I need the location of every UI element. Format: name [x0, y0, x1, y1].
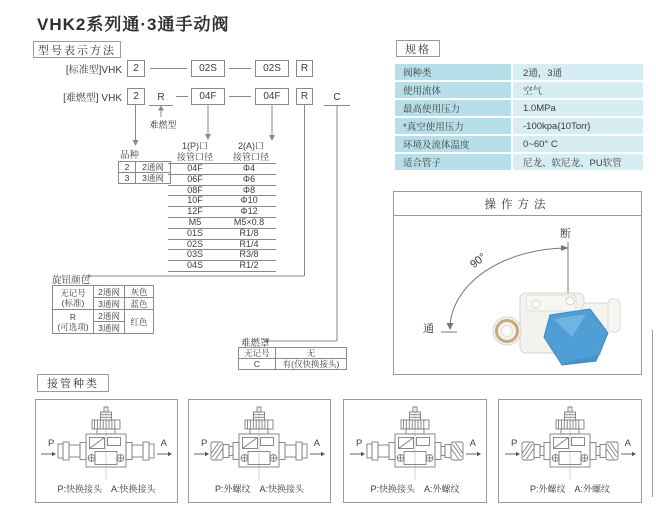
- valve-drawing: [345, 406, 486, 482]
- operation-section: [393, 191, 642, 375]
- model-box-std-3: 02S: [255, 60, 289, 77]
- model-box-fr-1: 2: [127, 88, 145, 105]
- model-box-std-4: R: [296, 60, 313, 77]
- spec-row: [395, 154, 643, 170]
- spec-row: [395, 136, 643, 152]
- port2-header: [224, 141, 278, 162]
- spec-key: 最高使用压力: [395, 100, 511, 116]
- cover-code: C: [239, 359, 276, 370]
- knob-valve-type: 2通阀: [94, 310, 125, 322]
- kind-code: 2: [119, 162, 136, 173]
- spec-value: 空气: [513, 82, 643, 98]
- knob-group1: 无记号: [60, 287, 86, 298]
- pipe-type-caption: P:快换接头 A:外螺纹: [370, 484, 460, 494]
- port1-header: [168, 141, 222, 162]
- model-box-std-1: 2: [127, 60, 145, 77]
- flame-type-label: [难燃型] VHK: [63, 93, 122, 104]
- port-size-table: 04F Φ4 06F Φ6 08F Φ8 10F Φ10 12F Φ12 M5 M5×0.8 01S R1/8 02S R1/4 03S R3/8 04S R1/2: [168, 163, 276, 272]
- spec-value: 尼龙、软尼龙、PU软管: [513, 154, 643, 170]
- operation-diagram: [394, 215, 641, 374]
- knob-valve-type: 3通阀: [94, 322, 125, 334]
- model-code-fr-r: R: [157, 92, 165, 103]
- spec-row: [395, 64, 643, 80]
- pipe-section-header: 接管种类: [37, 374, 109, 392]
- knob-group2-sub: (可选项): [57, 321, 89, 332]
- port-a-label: A: [313, 438, 320, 449]
- port-a-label: A: [624, 438, 631, 449]
- kind-title: 品种: [120, 150, 140, 161]
- standard-type-label: [标准型]VHK: [65, 65, 122, 76]
- cover-value: 无: [276, 348, 347, 359]
- pipe-type-box-1: [35, 399, 178, 503]
- model-section-header: 型号表示方法: [33, 41, 121, 58]
- knob-color-gray: 灰色: [125, 286, 154, 298]
- valve-drawing: [36, 406, 177, 482]
- spec-value: -100kpa{10Torr}: [513, 118, 643, 134]
- model-box-std-2: 02S: [191, 60, 225, 77]
- page-title: VHK2系列通·3通手动阀: [37, 15, 230, 34]
- cover-table: [238, 347, 347, 370]
- kind-code: 3: [119, 173, 136, 184]
- pipe-type-caption: P:外螺纹 A:外螺纹: [529, 484, 610, 494]
- spec-value: 0~60° C: [513, 136, 643, 152]
- cover-value: 有(仅快换接头): [276, 359, 347, 370]
- port2-sub: 接管口径: [232, 151, 269, 162]
- spec-key: *真空使用压力: [395, 118, 511, 134]
- model-box-fr-3: 04F: [255, 88, 289, 105]
- model-box-fr-4: R: [296, 88, 313, 105]
- knob-color-title: 旋钮颜色: [52, 275, 91, 286]
- valve-drawing: [189, 406, 330, 482]
- page-edge-line: [652, 330, 653, 497]
- spec-key: 阀种类: [395, 64, 511, 80]
- off-label: 断: [560, 228, 571, 240]
- spec-value: 2通，3通: [513, 64, 643, 80]
- pipe-type-box-4: [498, 399, 642, 503]
- port-p-label: P: [356, 438, 363, 449]
- operation-header: 操作方法: [394, 192, 641, 216]
- knob-valve-type: 3通阀: [94, 298, 125, 310]
- valve-photo: [394, 215, 641, 374]
- port1-sub: 接管口径: [176, 151, 213, 162]
- knob-color-table: [52, 285, 154, 334]
- port-p-label: P: [48, 438, 55, 449]
- cover-title: 难燃罩: [241, 338, 270, 349]
- kind-value: 3通阀: [136, 173, 171, 184]
- spec-row: [395, 118, 643, 134]
- pipe-type-box-2: [188, 399, 331, 503]
- knob-group2: R: [69, 311, 77, 322]
- spec-row: [395, 82, 643, 98]
- port2-title: 2(A)口: [237, 141, 264, 151]
- knob-color-blue: 蓝色: [125, 298, 154, 310]
- spec-key: 适合管子: [395, 154, 511, 170]
- port1-title: 1(P)口: [181, 141, 208, 151]
- knob-group1-sub: (标准): [61, 297, 85, 308]
- port-a-label: A: [160, 438, 167, 449]
- port-p-label: P: [201, 438, 208, 449]
- knob-valve-type: 2通阀: [94, 286, 125, 298]
- spec-value: 1.0MPa: [513, 100, 643, 116]
- knob-color-red: 红色: [125, 310, 154, 334]
- port-p-label: P: [511, 438, 518, 449]
- angle-label: 90°: [468, 251, 489, 271]
- port-a-label: A: [469, 438, 476, 449]
- kind-value: 2通阀: [136, 162, 171, 173]
- spec-section-header: 规格: [396, 40, 440, 57]
- pipe-type-box-3: [343, 399, 487, 503]
- spec-row: [395, 100, 643, 116]
- model-designation-section: [0, 36, 390, 388]
- pipe-type-caption: P:外螺纹 A:快换接头: [214, 484, 304, 494]
- flame-type-note: 难燃型: [149, 120, 177, 130]
- model-box-fr-2: 04F: [191, 88, 225, 105]
- kind-table: [118, 161, 171, 184]
- pipe-type-caption: P:快换接头 A:快换接头: [57, 484, 156, 494]
- on-label: 通: [423, 323, 434, 335]
- spec-table: [395, 64, 643, 172]
- spec-key: 环境及流体温度: [395, 136, 511, 152]
- cover-code: 无记号: [239, 348, 276, 359]
- model-code-fr-c: C: [333, 92, 341, 103]
- spec-key: 使用流体: [395, 82, 511, 98]
- valve-drawing: [500, 406, 641, 482]
